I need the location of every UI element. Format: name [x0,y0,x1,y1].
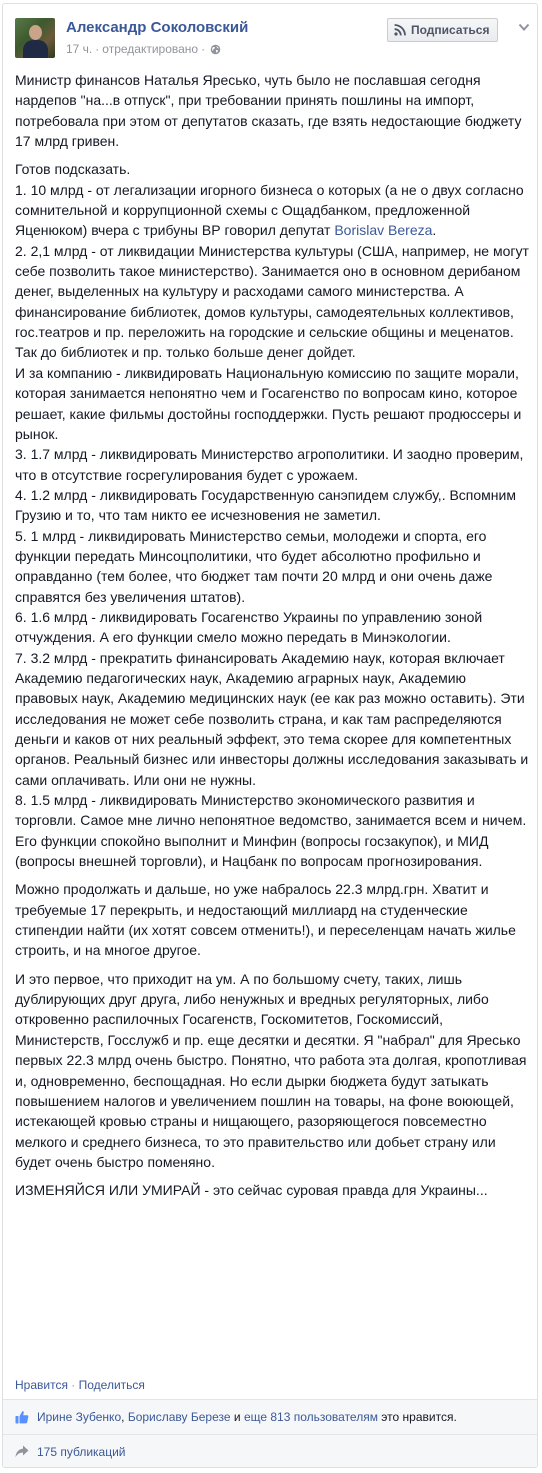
author-name-link[interactable]: Александр Соколовский [66,19,249,36]
chevron-down-icon[interactable] [518,22,530,32]
likes-summary [3,1400,538,1434]
post-paragraph: ИЗМЕНЯЙСЯ ИЛИ УМИРАЙ - это сейчас суровая правда для Украины... [15,1182,488,1199]
post-time-link[interactable]: 17 ч. [66,42,93,56]
likes-text [37,1410,457,1424]
avatar-head-shape [29,25,42,40]
post-text: Готов подсказать. 1. 10 млрд - от легализации игорного бизнеса о которых (а не о двух согласно сомнительной и коррупционной схемы с Ощадбанком, предложенной Яценюком) вчера с трибуны ВР говорил депутат [15,161,524,239]
like-link[interactable]: Нравится [15,1378,68,1392]
post-body [15,70,529,1201]
likes-and: и [233,1410,241,1424]
share-arrow-icon [15,1445,29,1458]
subscribe-button[interactable] [387,18,498,42]
shares-summary [3,1435,538,1468]
likes-comma: , [121,1410,125,1424]
avatar[interactable] [15,18,55,58]
post-paragraph: Министр финансов Наталья Яресько, чуть было не пославшая сегодня нардепов "на...в отпуск", при требовании принять пошлины на импорт, потребовала при этом от депутатов сказать, где взять недостающие бюджету 17 млрд гривен. [15,72,522,150]
post-header [3,4,538,64]
shares-count-link[interactable]: 175 публикаций [37,1445,126,1459]
meta-separator: · [95,42,100,56]
mention-link-borislav-bereza[interactable]: Borislav Bereza [334,222,433,239]
post-actions [15,1378,145,1392]
liker-link[interactable]: Ирине Зубенко [37,1410,122,1424]
other-likers-link[interactable]: еще 813 пользователям [243,1410,378,1424]
post-meta [66,42,221,56]
globe-icon[interactable] [210,44,221,55]
avatar-body-shape [23,40,48,58]
subscribe-label: Подписаться [411,23,490,37]
post-text: . 2. 2,1 млрд - от ликвидации Министерства культуры (США, например, не могут себе позволить такое министерство). Занимается оно в основном дерибаном денег, выделенных на культуру и расходами самого министерства. А финансирование библиотек, домов культуры, самодеятельных коллективов, гос.театров и пр. переложить на городские и сельские общины и меценатов. Так до библиотек и пр. только больше денег дойдет. И за компанию - ликвидировать Национальную комиссию по защите морали, которая занимается непонятно чем и Госагенство по вопросам кино, которое решает, какие фильмы достойны господдержки. Пусть решают продюссеры и рынок. 3. 1.7 млрд - ликвидировать Министерство агрополитики. И заодно проверим, что в отсутствие госрегулирования будет с урожаем. 4. 1.2 млрд - ликвидировать Государственную санэпидем службу,. Вспомним Грузию и то, что там никто ее исчезновения не заметил. 5. 1 млрд - ликвидировать Министерство семьи, молодежи и спорта, его функции передать Минсоцполитики, что будет абсолютно профильно и оправданно (тем более, что бюджет там почти 20 млрд и они очень даже справятся без увеличения штатов). 6. 1.6 млрд - ликвидировать Госагенство Украины по управлению зоной отчуждения. А его функции смело можно передать в Минэкологии. 7. 3.2 млрд - прекратить финансировать Академию наук, которая включает Академию педагогических наук, Академию аграрных наук, Академию правовых наук, Академию медицинских наук (ее как раз можно оставить). Эти исследования не может себе позволить страна, и как там распределяются деньги и каков от них реальный эффект, это тема скорее для компетентных органов. Реальный бизнес или инвесторы должны исследования заказывать и сами оплачивать. Или они не нужны. 8. 1.5 млрд - ликвидировать Министерство экономического развития и торговли. Самое мне лично непонятное ведомство, занимается всем и ничем. Его функции спокойно выполнит и Минфин (вопросы госзакупок), и МИД (вопросы внешней торговли), и Нацбанк по вопросам прогнозирования. [15,222,529,870]
post-paragraph [15,159,529,871]
edited-link[interactable]: отредактировано [102,42,199,56]
post-paragraph: Можно продолжать и дальше, но уже набралось 22.3 млрд.грн. Хватит и требуемые 17 перекрыть, и недостающий миллиард на студенческие стипендии найти (их хотят совсем отменить!), и переселенцам начать жилье строить, и на многое другое. [15,881,516,959]
likes-suffix: это нравится. [381,1410,457,1424]
post-card [2,3,538,1468]
rss-icon [394,24,406,36]
meta-separator: · [201,42,206,56]
action-separator: · [71,1378,76,1392]
thumbs-up-icon [15,1410,29,1424]
liker-link[interactable]: Бориславу Березе [127,1410,231,1424]
share-link[interactable]: Поделиться [78,1378,145,1392]
post-paragraph: И это первое, что приходит на ум. А по большому счету, таких, лишь дублирующих друг друга, либо ненужных и вредных регуляторных, либо откровенно распилочных Госагенств, Госкомитетов, Госкомиссий, Министерств, Госслужб и пр. еще десятки и десятки. Я "набрал" для Яресько первых 22.3 млрд очень быстро. Понятно, что работа эта долгая, кропотливая и, одновременно, беспощадная. Но если дырки бюджета будут затыкать повышением налогов и увеличением пошлин на товары, на фоне воюющей, истекающей кровью страны и нищающего, разоряющегося повсеместно мелкого и среднего бизнеса, то это правительство или добьет страну или будет очень быстро поменяно. [15,970,527,1170]
